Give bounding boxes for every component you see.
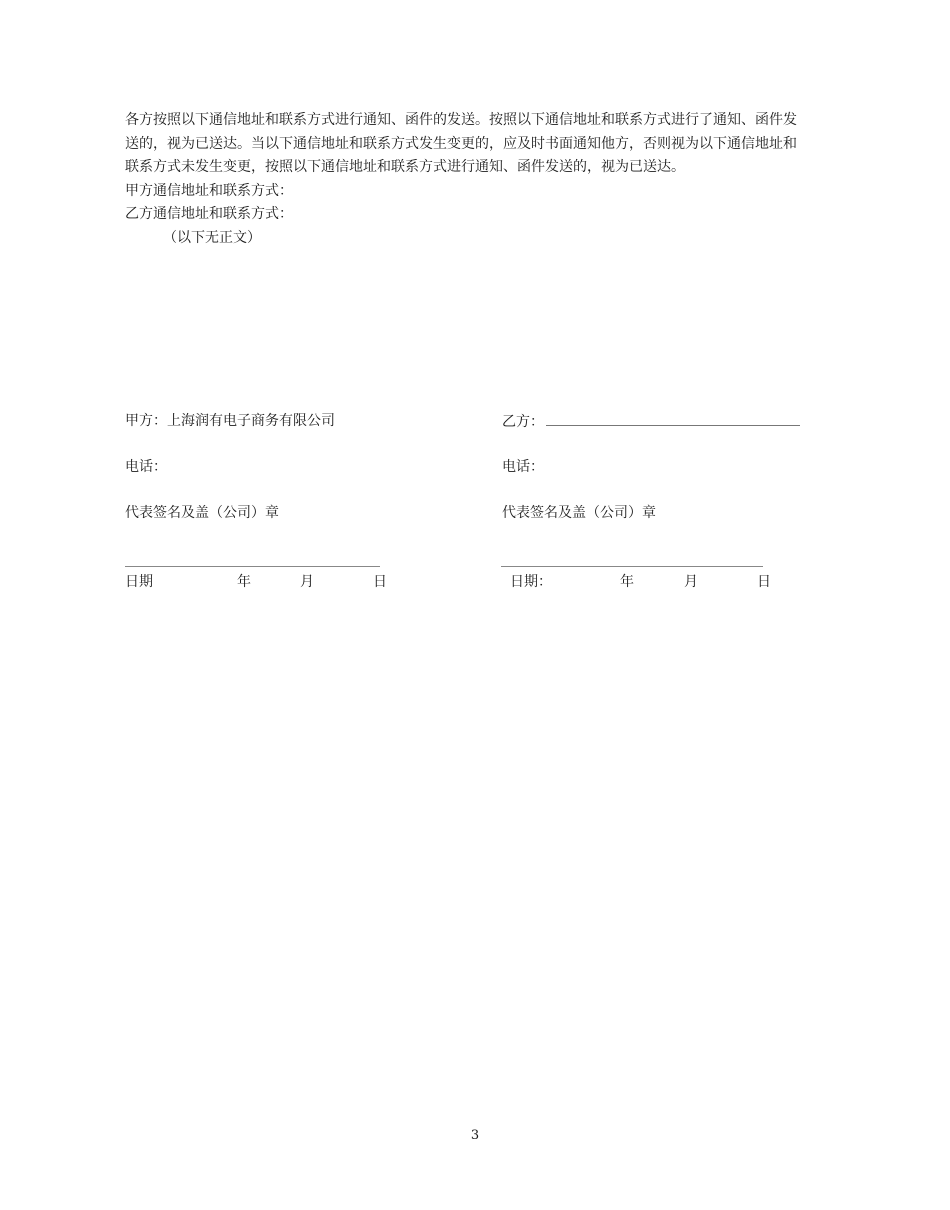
- party-b-phone: 电话：: [502, 459, 544, 475]
- party-b-year: 年: [620, 574, 634, 590]
- party-a-sign-label: 代表签名及盖（公司）章: [125, 505, 279, 521]
- party-b-date-row: [0, 572, 800, 592]
- party-b-signature-line: [501, 566, 763, 567]
- party-a-date-label: 日期: [125, 574, 153, 590]
- party-a-contact-label: 甲方通信地址和联系方式：: [125, 182, 293, 199]
- party-b-day: 日: [757, 574, 771, 590]
- notice-paragraph: 各方按照以下通信地址和联系方式进行通知、函件的发送。按照以下通信地址和联系方式进行了通知、函件发送的，视为已送达。当以下通信地址和联系方式发生变更的，应及时书面通知他方，否则视为以下通信地址和联系方式未发生变更，按照以下通信地址和联系方式进行通知、函件发送的，视为已送达。: [125, 112, 797, 175]
- party-a-name: 甲方：上海润有电子商务有限公司: [125, 413, 335, 429]
- body-text: [125, 109, 805, 250]
- party-b-date-label: 日期：: [510, 574, 552, 590]
- party-a-month: 月: [300, 574, 314, 590]
- party-b-name-blank: [546, 411, 800, 426]
- party-b-sign-label: 代表签名及盖（公司）章: [502, 505, 656, 521]
- party-b-month: 月: [684, 574, 698, 590]
- party-a-signature-line: [125, 566, 380, 567]
- party-a-phone: 电话：: [125, 459, 167, 475]
- party-b-name-row: [502, 411, 800, 432]
- party-b-name: 乙方：: [502, 414, 544, 430]
- party-b-contact-label: 乙方通信地址和联系方式：: [125, 206, 293, 222]
- party-a-year: 年: [237, 574, 251, 590]
- page-number: 3: [470, 1128, 480, 1143]
- end-of-text-note: （以下无正文）: [163, 229, 261, 246]
- party-a-day: 日: [373, 574, 387, 590]
